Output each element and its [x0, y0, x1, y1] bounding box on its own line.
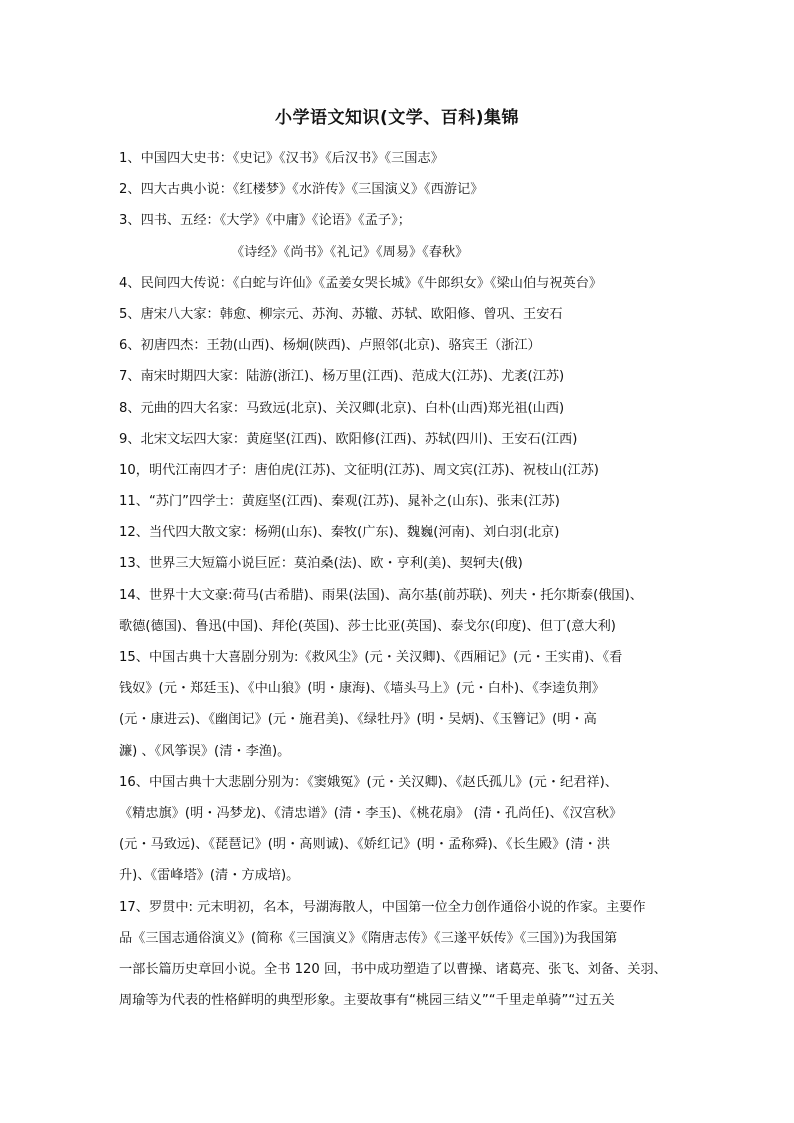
text-line: 13、世界三大短篇小说巨匠：莫泊桑(法)、欧・亨利(美)、契轲夫(俄) — [119, 556, 523, 572]
text-line: 一部长篇历史章回小说。全书 120 回，书中成功塑造了以曹操、诸葛亮、张飞、刘备、关羽、 — [119, 961, 667, 977]
text-line: 钱奴》(元・郑廷玉)、《中山狼》(明・康海)、《墙头马上》(元・白朴)、《李逵负荆》 — [119, 681, 605, 697]
text-line: 歌德(德国)、鲁迅(中国)、拜伦(英国)、莎士比亚(英国)、泰戈尔(印度)、但丁(意大利) — [119, 618, 616, 634]
text-line: 8、元曲的四大名家：马致远(北京)、关汉卿(北京)、白朴(山西)郑光祖(山西) — [119, 400, 565, 416]
text-line: 6、初唐四杰：王勃(山西)、杨炯(陕西)、卢照邻(北京)、骆宾王（浙江） — [119, 338, 541, 354]
text-line: (元・马致远)、《琵琶记》(明・高则诚)、《娇红记》(明・孟称舜)、《长生殿》(清・洪 — [119, 837, 610, 853]
text-line: 7、南宋时期四大家：陆游(浙江)、杨万里(江西)、范成大(江苏)、尤袤(江苏) — [119, 369, 565, 385]
text-line: 15、中国古典十大喜剧分别为:《救风尘》(元・关汉卿)、《西厢记》(元・王实甫)、《看 — [119, 650, 623, 665]
page-title: 小学语文知识(文学、百科)集锦 — [274, 108, 520, 128]
text-line: 品《三国志通俗演义》(简称《三国演义》《隋唐志传》《三遂平妖传》《三国》)为我国第 — [119, 930, 618, 946]
text-line: 周瑜等为代表的性格鲜明的典型形象。主要故事有“桃园三结义”“千里走单骑”“过五关 — [119, 993, 615, 1009]
document-body — [119, 143, 679, 1016]
text-line: 濂) 、《风筝误》(清・李渔)。 — [119, 743, 291, 759]
text-line: 升)、《雷峰塔》(清・方成培)。 — [119, 868, 300, 884]
text-line: 4、民间四大传说：《白蛇与许仙》《孟姜女哭长城》《牛郎织女》《梁山伯与祝英台》 — [119, 275, 603, 291]
text-line: 《诗经》《尚书》《礼记》《周易》《春秋》 — [231, 244, 469, 260]
text-line: 11、“苏门”四学士：黄庭坚(江西)、秦观(江苏)、晁补之(山东)、张耒(江苏) — [119, 494, 560, 510]
text-line: (元・康进云)、《幽闺记》(元・施君美)、《绿牡丹》(明・吴炳)、《玉簪记》(明・高 — [119, 712, 597, 728]
text-line: 《精忠旗》(明・冯梦龙)、《清忠谱》(清・李玉)、《桃花扇》 (清・孔尚任)、《汉宫秋》 — [119, 805, 623, 821]
text-line: 17、罗贯中: 元末明初，名本，号湖海散人，中国第一位全力创作通俗小说的作家。主要作 — [119, 899, 646, 915]
text-line: 2、四大古典小说：《红楼梦》《水浒传》《三国演义》《西游记》 — [119, 182, 484, 198]
text-line: 14、世界十大文豪:荷马(古希腊)、雨果(法国)、高尔基(前苏联)、列夫・托尔斯泰(俄国)、 — [119, 587, 643, 603]
text-line: 1、中国四大史书：《史记》《汉书》《后汉书》《三国志》 — [119, 151, 444, 166]
text-line: 5、唐宋八大家：韩愈、柳宗元、苏洵、苏辙、苏轼、欧阳修、曾巩、王安石 — [119, 306, 563, 322]
text-line: 12、当代四大散文家：杨朔(山东)、秦牧(广东)、魏巍(河南)、刘白羽(北京) — [119, 525, 560, 541]
text-line: 9、北宋文坛四大家：黄庭坚(江西)、欧阳修(江西)、苏轼(四川)、王安石(江西) — [119, 431, 578, 447]
text-line: 10，明代江南四才子：唐伯虎(江苏)、文征明(江苏)、周文宾(江苏)、祝枝山(江苏) — [119, 462, 599, 478]
text-line: 3、四书、五经：《大学》《中庸》《论语》《孟子》； — [119, 213, 411, 229]
text-line: 16、中国古典十大悲剧分别为：《窦娥冤》(元・关汉卿)、《赵氏孤儿》(元・纪君祥)、 — [119, 774, 618, 790]
